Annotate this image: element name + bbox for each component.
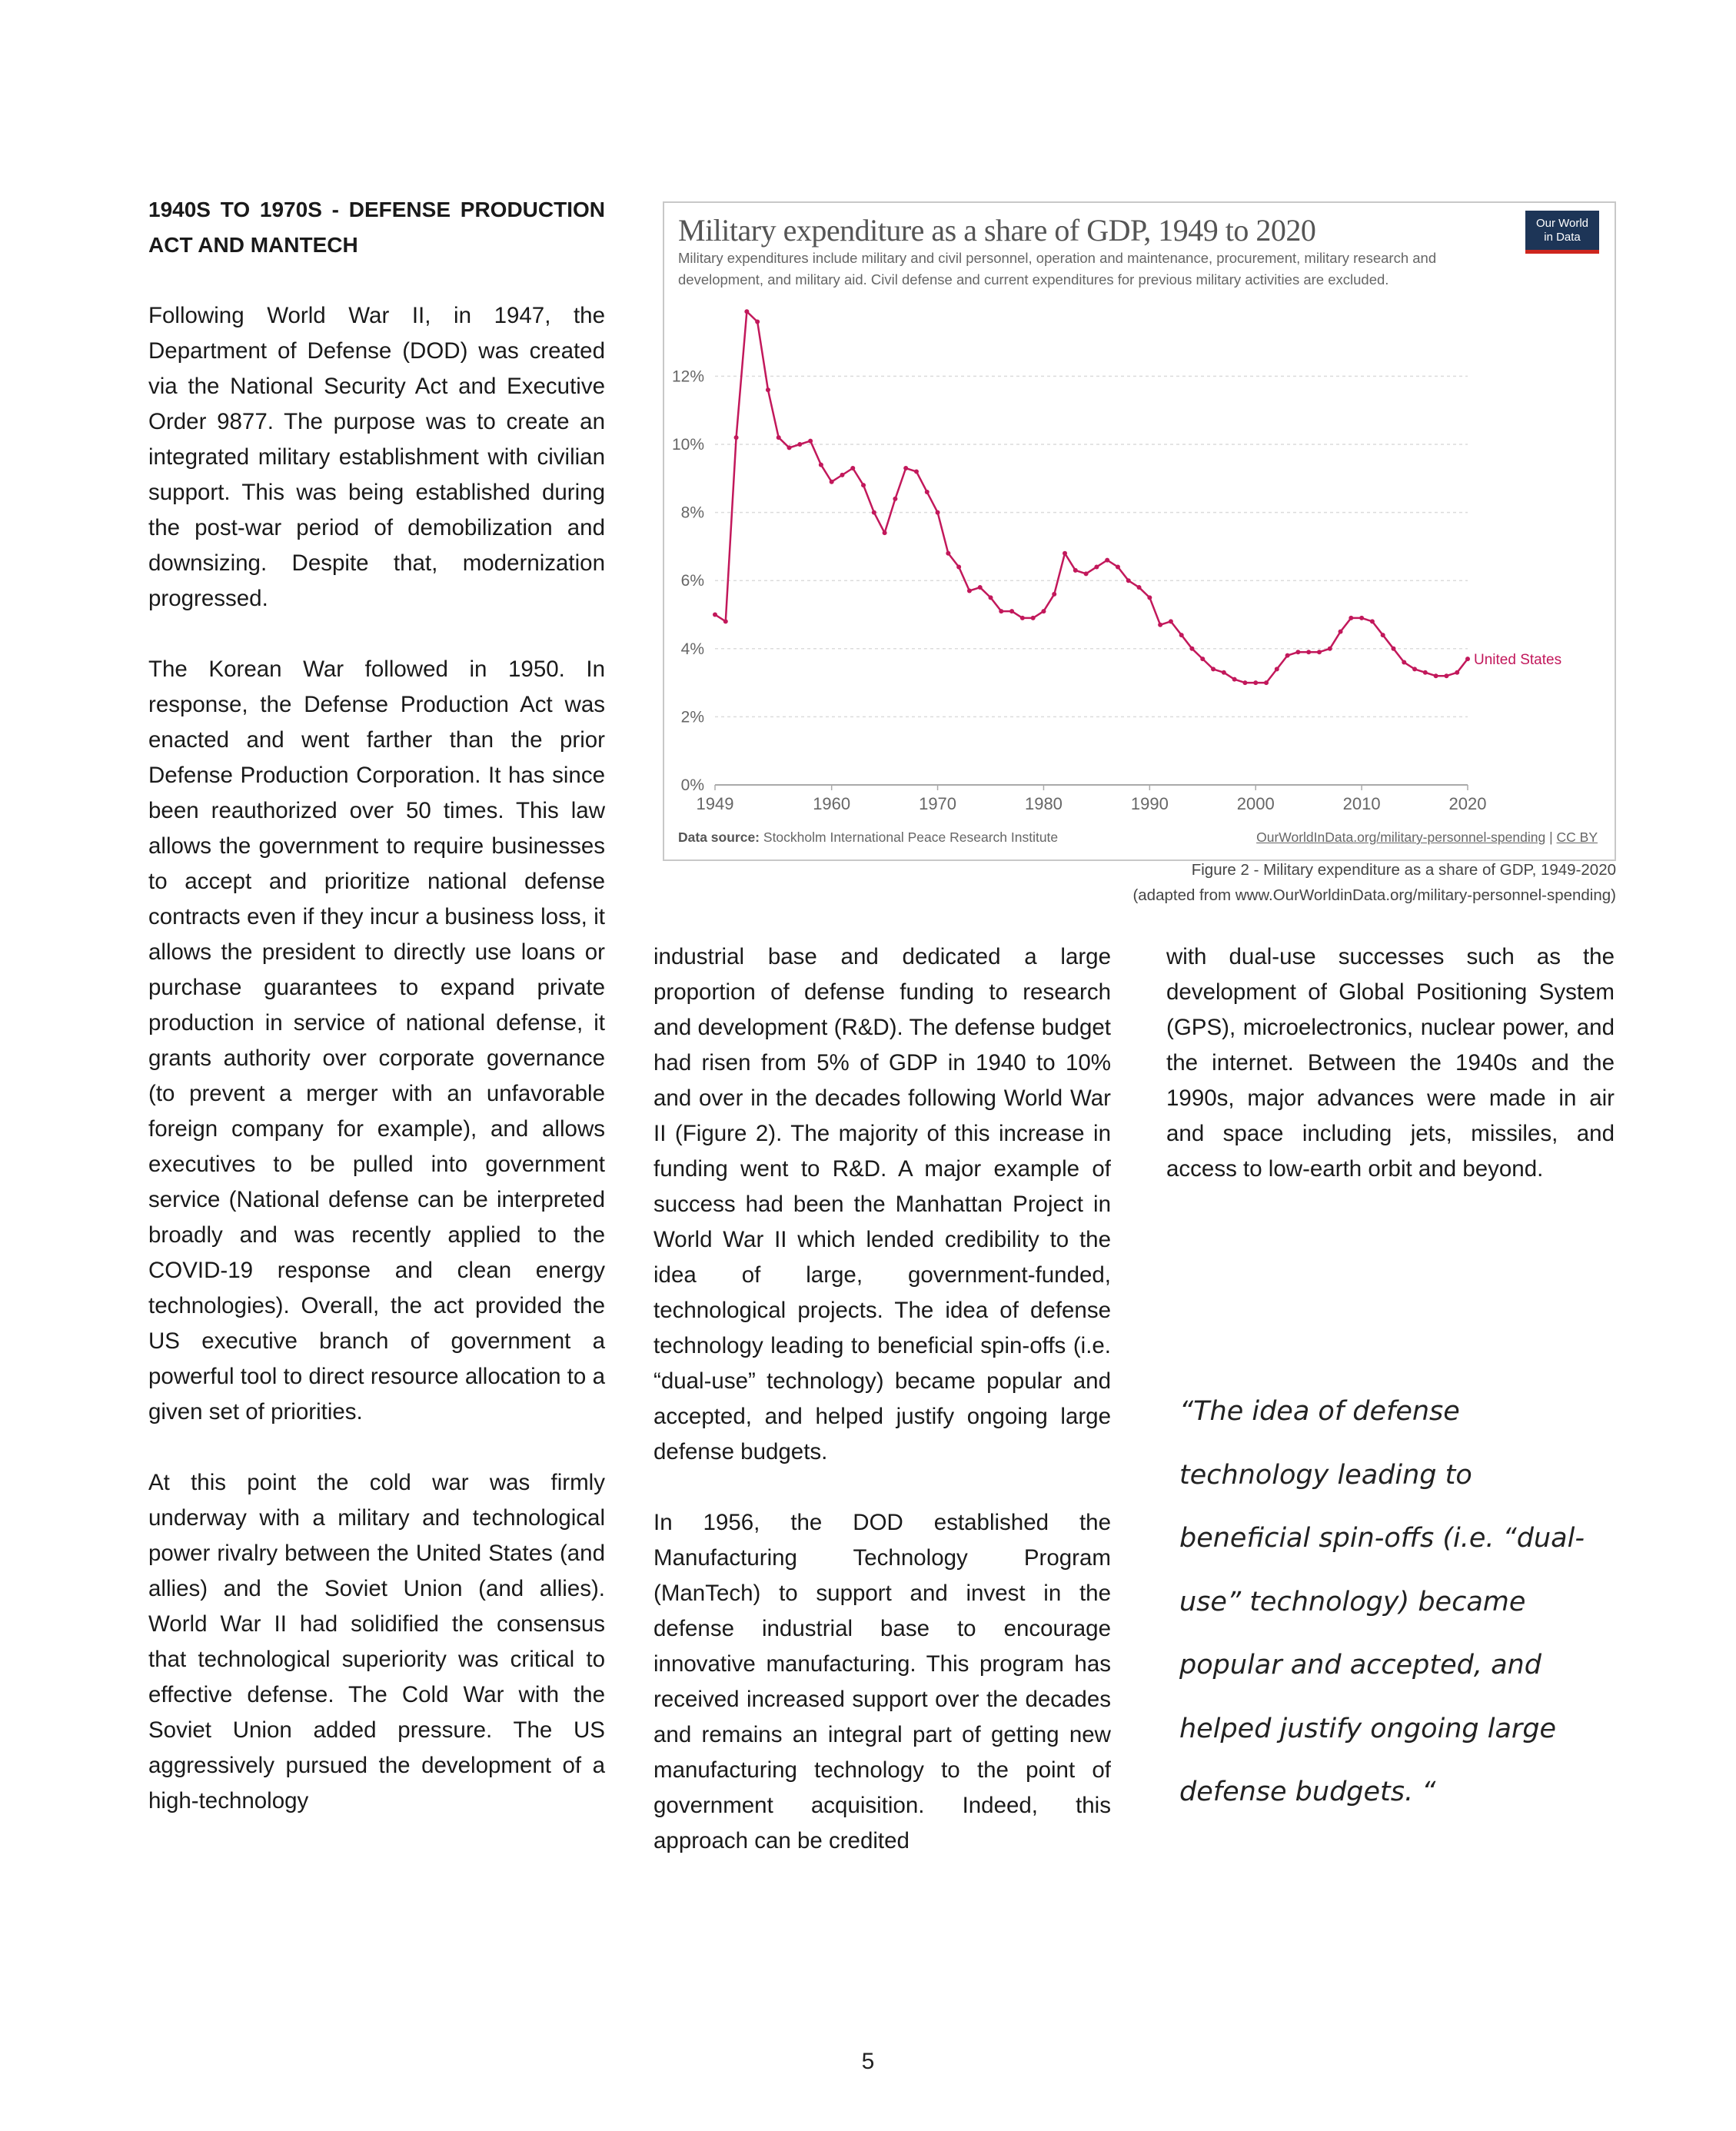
- svg-text:2000: 2000: [1236, 794, 1275, 813]
- svg-text:1990: 1990: [1130, 794, 1169, 813]
- svg-text:4%: 4%: [680, 640, 704, 658]
- paragraph: At this point the cold war was firmly underway with a military and technological power rivalry between the United States (and allies) and the Soviet Union (and allies). World War II had solidified the consensus that technological superiority was critical to effective defense. The Cold War with the Soviet Union added pressure. The US aggressively pursued the development of a high-technology: [148, 1470, 605, 1814]
- source-text: Stockholm International Peace Research Institute: [763, 829, 1059, 845]
- svg-text:2%: 2%: [680, 708, 704, 726]
- column-right: [1166, 939, 1615, 1222]
- license-link[interactable]: CC BY: [1556, 829, 1598, 845]
- chart-link: [1256, 829, 1598, 846]
- section-heading: 1940S TO 1970S - DEFENSE PRODUCTION ACT AND MANTECH: [148, 198, 605, 257]
- svg-text:United States: United States: [1474, 652, 1562, 669]
- page-number: 5: [861, 2049, 875, 2074]
- svg-text:2010: 2010: [1342, 794, 1381, 813]
- logo-line-2: in Data: [1544, 231, 1581, 244]
- figure-caption-source: (adapted from www.OurWorldinData.org/military-personnel-spending): [1132, 886, 1616, 904]
- owid-link[interactable]: OurWorldInData.org/military-personnel-spending: [1256, 829, 1546, 845]
- column-left: [148, 192, 605, 1854]
- chart-title: Military expenditure as a share of GDP, 1949 to 2020: [678, 213, 1316, 248]
- pull-quote: “The idea of defense technology leading to beneficial spin-offs (i.e. “dual-use” technology) became popular and accepted, and helped justify ongoing large defense budgets. “: [1179, 1396, 1585, 1807]
- svg-text:8%: 8%: [680, 504, 704, 522]
- chart-source: [678, 829, 1058, 846]
- line-chart-plot: [664, 203, 1615, 859]
- svg-text:1960: 1960: [813, 794, 851, 813]
- source-label: Data source:: [678, 829, 760, 845]
- svg-text:6%: 6%: [680, 572, 704, 590]
- column-middle: [653, 939, 1111, 1894]
- logo-line-1: Our World: [1535, 217, 1589, 230]
- svg-text:1949: 1949: [696, 794, 734, 813]
- separator: |: [1549, 829, 1553, 845]
- paragraph: with dual-use successes such as the development of Global Positioning System (GPS), microelectronics, nuclear power, and the internet. Between the 1940s and the 1990s, major advances were made in air and space including jets, missiles, and access to low-earth orbit and beyond.: [1166, 944, 1615, 1182]
- chart-subtitle: Military expenditures include military and civil personnel, operation and maintenance, procurement, military research and development, and military aid. Civil defense and current expenditures for previous military activities are excluded.: [678, 250, 1437, 288]
- svg-text:1970: 1970: [919, 794, 957, 813]
- svg-text:0%: 0%: [680, 776, 704, 794]
- figure-caption: Figure 2 - Military expenditure as a share of GDP, 1949-2020: [1191, 861, 1616, 879]
- svg-text:12%: 12%: [671, 367, 704, 386]
- figure-chart: [663, 201, 1616, 861]
- paragraph: The Korean War followed in 1950. In response, the Defense Production Act was enacted and went farther than the prior Defense Production Corporation. It has since been reauthorized over 50 times. This law allows the government to require businesses to accept and prioritize national defense contracts even if they incur a business loss, it allows the president to directly use loans or purchase guarantees to expand private production in service of national defense, it grants authority over corporate governance (to prevent a merger with an unfavorable foreign company for example), and allows executives to be pulled into government service (National defense can be interpreted broadly and was recently applied to the COVID-19 response and clean energy technologies). Overall, the act provided the US executive branch of government a powerful tool to direct resource allocation to a given set of priorities.: [148, 657, 605, 1425]
- svg-text:1980: 1980: [1024, 794, 1063, 813]
- paragraph: Following World War II, in 1947, the Department of Defense (DOD) was created via the National Security Act and Executive Order 9877. The purpose was to create an integrated military establishment with civilian support. This was being established during the post-war period of demobilization and downsizing. Despite that, modernization progressed.: [148, 303, 605, 611]
- paragraph: In 1956, the DOD established the Manufacturing Technology Program (ManTech) to support and invest in the defense industrial base to encourage innovative manufacturing. This program has received increased support over the decades and remains an integral part of getting new manufacturing technology to the point of government acquisition. Indeed, this approach can be credited: [653, 1510, 1111, 1853]
- svg-text:10%: 10%: [671, 436, 704, 454]
- paragraph: industrial base and dedicated a large proportion of defense funding to research and development (R&D). The defense budget had risen from 5% of GDP in 1940 to 10% and over in the decades following World War II (Figure 2). The majority of this increase in funding went to R&D. A major example of success had been the Manhattan Project in World War II which lended credibility to the idea of large, government-funded, technological projects. The idea of defense technology leading to beneficial spin-offs (i.e. “dual-use” technology) became popular and accepted, and helped justify ongoing large defense budgets.: [653, 944, 1111, 1464]
- svg-text:2020: 2020: [1448, 794, 1487, 813]
